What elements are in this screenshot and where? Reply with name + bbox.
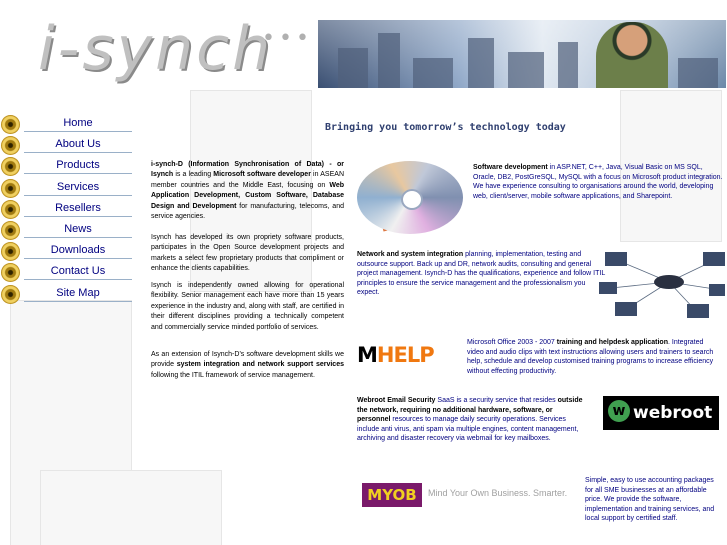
cd-bullet-icon: [1, 115, 20, 134]
intro-paragraph-2: Isynch has developed its own propriety software products, participates in the Open Source development projects and markets a select few proprietary products that compliment or enhance the clients capabilities.: [151, 234, 344, 273]
nav-item-services[interactable]: [0, 178, 140, 199]
webroot-title: Webroot Email Security: [357, 397, 436, 404]
cd-bullet-icon: [1, 285, 20, 304]
nav-item-products[interactable]: [0, 156, 140, 177]
cd-disc-image: [357, 161, 463, 234]
nav-link-about-us[interactable]: About Us: [24, 138, 132, 153]
nav-item-downloads[interactable]: [0, 241, 140, 262]
network-text: planning, implementation, testing and outsource support. Back up and DR, network audits, consulting and general project management. Isynch-D has the qualifications, experience and follow ITIL principles to ensure the service management and the professionalism you expect.: [357, 251, 605, 297]
webroot-block: [357, 396, 585, 444]
nav-link-home[interactable]: Home: [24, 117, 132, 132]
software-text: in ASP.NET, C++, Java, Visual Basic on MS SQL, Oracle, DB2, PostGreSQL, MySQL with a focus on Microsoft product integration. We have experience consulting to organisations around the world, developing web, client/server, mobile software applications, and Sharepoint.: [473, 164, 723, 200]
nav-link-resellers[interactable]: Resellers: [24, 202, 132, 217]
intro-paragraph-1: [151, 160, 344, 222]
webroot-text: SaaS is a security service that resides: [435, 397, 558, 404]
logo-dots: •••: [262, 26, 313, 51]
intro-text: in ASEAN member countries and the Middle East, focusing on: [151, 171, 344, 189]
cd-bullet-icon: [1, 136, 20, 155]
nav-link-services[interactable]: Services: [24, 181, 132, 196]
intro-highlight: system integration and network support services: [176, 361, 344, 369]
background-tower: [40, 470, 222, 545]
nav-item-contact-us[interactable]: [0, 262, 140, 283]
nav-item-home[interactable]: [0, 114, 140, 135]
intro-text: is a leading: [173, 171, 214, 179]
webroot-logo-text: webroot: [633, 403, 713, 423]
nav-item-site-map[interactable]: [0, 284, 140, 305]
mhelp-highlight: training and helpdesk application: [556, 339, 668, 346]
mhelp-logo[interactable]: [357, 343, 434, 367]
page-tagline: Bringing you tomorrow’s technology today: [325, 122, 566, 133]
mhelp-block: [467, 338, 721, 376]
webroot-logo[interactable]: [603, 396, 719, 430]
intro-text: for manufacturing, telecoms, and service agencies.: [151, 202, 344, 221]
network-integration-block: [357, 250, 607, 298]
mhelp-logo-m: M: [357, 343, 377, 367]
network-diagram-image: [597, 244, 727, 320]
intro-highlight: Web Application Development, Custom Software, Database Design and Development: [151, 181, 344, 210]
network-title: Network and system integration: [357, 251, 464, 258]
nav-item-news[interactable]: [0, 220, 140, 241]
software-title: Software development: [473, 164, 548, 171]
cd-bullet-icon: [1, 179, 20, 198]
webroot-text: resources to manage daily security operations. Services include anti virus, anti spam via multiple engines, content management, archiving and disaster recovery via webmail for key mailboxes.: [357, 416, 579, 443]
nav-link-site-map[interactable]: Site Map: [24, 287, 132, 302]
nav-link-news[interactable]: News: [24, 223, 132, 238]
webroot-logo-w: w: [608, 400, 630, 422]
webroot-highlight: outside the network, requiring no additional hardware, software, or personnel: [357, 397, 583, 424]
cd-bullet-icon: [1, 221, 20, 240]
cd-bullet-icon: [1, 263, 20, 282]
intro-paragraph-4: [151, 350, 344, 381]
businessman-photo: [596, 22, 668, 88]
header-banner-image: [318, 20, 726, 88]
software-development-block: [473, 163, 723, 201]
intro-text: As an extension of Isynch-D's software development skills we provide: [151, 351, 344, 369]
cd-bullet-icon: [1, 200, 20, 219]
myob-block: Simple, easy to use accounting packages for all SME businesses at an affordable price. We provide the software, implementation and training services, and local support by certified staff.: [585, 477, 715, 523]
myob-tagline: Mind Your Own Business. Smarter.: [428, 488, 568, 498]
myob-logo[interactable]: MYOB: [362, 483, 422, 507]
intro-paragraph-3: Isynch is independently owned allowing for operational flexibility. Senior management each have more than 15 years experience in the industry and, along with staff, are certified in their different disciplines providing a technically competent and commercially service minded portfolio of services.: [151, 282, 344, 331]
nav-item-about-us[interactable]: [0, 135, 140, 156]
mhelp-logo-help: HELP: [376, 343, 434, 367]
mhelp-text: . Integrated video and audio clips with text instructions allowing users and trainers to search help, schedule and develop customised training programs to increase efficiency without effecting productivity.: [467, 339, 714, 375]
company-name: i-synch-D (Information Synchronisation of Data) - or Isynch: [151, 161, 344, 179]
nav-link-products[interactable]: Products: [24, 159, 132, 174]
nav-link-downloads[interactable]: Downloads: [24, 244, 132, 259]
mhelp-text: Microsoft Office 2003 - 2007: [467, 339, 557, 346]
main-nav: [0, 114, 140, 305]
site-logo[interactable]: i-synch: [38, 14, 274, 84]
cd-bullet-icon: [1, 157, 20, 176]
intro-highlight: Microsoft software developer: [213, 171, 311, 179]
cd-bullet-icon: [1, 242, 20, 261]
nav-item-resellers[interactable]: [0, 199, 140, 220]
nav-link-contact-us[interactable]: Contact Us: [24, 265, 132, 280]
intro-text: following the ITIL framework of service management.: [151, 371, 315, 379]
